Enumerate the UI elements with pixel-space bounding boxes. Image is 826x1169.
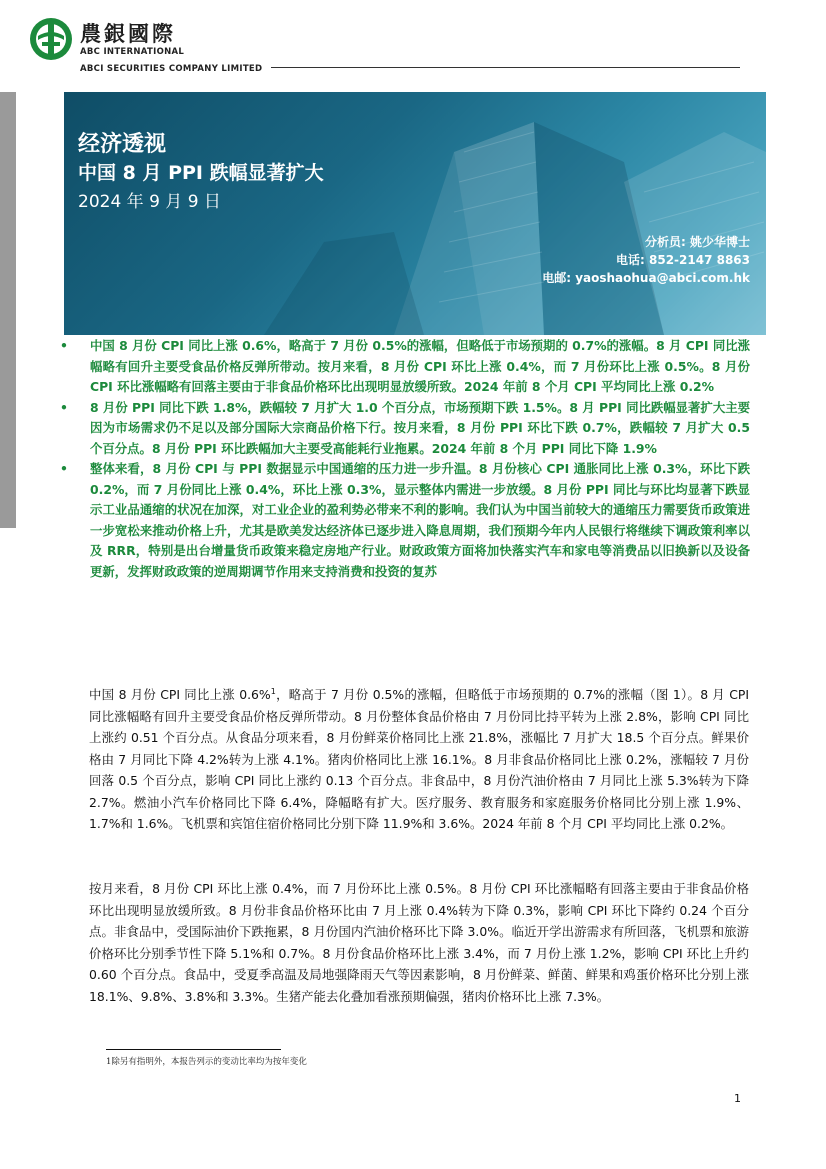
company-name-cn: 農銀國際: [80, 21, 176, 46]
body-paragraph-cpi-mom: 按月来看，8 月份 CPI 环比上涨 0.4%，而 7 月份环比上涨 0.5%。8 月份 CPI 环比涨幅略有回落主要由于非食品价格环比出现明显放缓所致。8 月份非食品价格环比由 7 月上涨 0.4%转为下降 0.3%，影响 CPI 环比下降约 0.24 个百分点。非食品中，受国际油价下跌拖累，8 月份国内汽油价格环比下降 3.0%。临近开学出游需求有所回落，飞机票和旅游价格环比分别季节性下降 5.1%和 0.7%。8 月份食品价格环比上涨 3.4%，而 7 月份上涨 1.2%，影响 CPI 环比上升约 0.60 个百分点。食品中，受夏季高温及局地强降雨天气等因素影响，8 月份鲜菜、鲜菌、鲜果和鸡蛋价格环比分别上涨 18.1%、9.8%、3.8%和 3.3%。生猪产能去化叠加看涨预期偏强，猪肉价格环比上涨 7.3%。: [89, 881, 749, 1004]
analyst-phone: 电话: 852-2147 8863: [616, 253, 750, 267]
skyscraper-background-icon: [64, 92, 766, 335]
highlight-item: • 整体来看，8 月份 CPI 与 PPI 数据显示中国通缩的压力进一步升温。8 月份核心 CPI 通胀同比上涨 0.3%，环比下跌 0.2%，而 7 月份同比上涨 0.4%，环比上涨 0.3%，显示整体内需进一步放缓。8 月份 PPI 同比与环比均显著下跌显示工业品通缩的状况在加深，对工业企业的盈利势必带来不利的影响。我们认为中国当前较大的通缩压力需要货币政策进一步宽松来推动价格上升，尤其是欧美发达经济体已逐步进入降息周期，我们预期今年内人民银行将继续下调政策利率以及 RRR，特别是出台增量货币政策来稳定房地产行业。财政政策方面将加快落实汽车和家电等消费品以旧换新以及设备更新，发挥财政政策的逆周期调节作用来支持消费和投资的复苏: [60, 459, 750, 582]
header-divider: [271, 67, 740, 68]
company-name-en-full: ABCI SECURITIES COMPANY LIMITED: [80, 64, 263, 74]
report-series-title: 经济透视: [78, 132, 167, 157]
company-name-en: ABC INTERNATIONAL: [80, 47, 185, 57]
footnote: 1除另有指明外，本报告列示的变动比率均为按年变化: [106, 1057, 307, 1067]
body-paragraph-cpi-yoy: [89, 684, 749, 835]
footnote-divider: [106, 1049, 281, 1050]
page-number: 1: [734, 1092, 741, 1105]
analyst-name: 分析员: 姚少华博士: [645, 235, 750, 249]
report-date: 2024 年 9 月 9 日: [78, 192, 221, 212]
left-accent-bar: [0, 92, 16, 528]
highlight-item: • 中国 8 月份 CPI 同比上涨 0.6%，略高于 7 月份 0.5%的涨幅，但略低于市场预期的 0.7%的涨幅。8 月 CPI 同比涨幅略有回升主要受食品价格反弹所带动。按月来看，8 月份 CPI 环比上涨 0.4%，而 7 月份环比上涨 0.5%。8 月份 CPI 环比涨幅略有回落主要由于非食品价格环比出现明显放缓所致。2024 年前 8 个月 CPI 平均同比上涨 0.2%: [60, 336, 750, 398]
abc-logo-icon: [28, 16, 74, 62]
highlight-item: • 8 月份 PPI 同比下跌 1.8%，跌幅较 7 月扩大 1.0 个百分点，市场预期下跌 1.5%。8 月 PPI 同比跌幅显著扩大主要因为市场需求仍不足以及部分国际大宗商品价格下行。按月来看，8 月份 PPI 环比下跌 0.7%，跌幅较 7 月扩大 0.5 个百分点。8 月份 PPI 环比跌幅加大主要受高能耗行业拖累。2024 年前 8 个月 PPI 同比下降 1.9%: [60, 398, 750, 460]
analyst-email[interactable]: 电邮: yaoshaohua@abci.com.hk: [542, 271, 750, 285]
report-title: 中国 8 月 PPI 跌幅显著扩大: [78, 162, 324, 184]
report-banner: [64, 92, 766, 335]
footnote-marker[interactable]: 1: [270, 686, 276, 696]
paragraph-text: ，略高于 7 月份 0.5%的涨幅，但略低于市场预期的 0.7%的涨幅（图 1）。8 月 CPI 同比涨幅略有回升主要受食品价格反弹所带动。8 月份整体食品价格由 7 月份同比持平转为上涨 2.8%，影响 CPI 同比上涨约 0.51 个百分点。从食品分项来看，8 月份鲜菜价格同比上涨 21.8%，涨幅比 7 月扩大 18.5 个百分点。鲜果价格由 7 月同比下降 4.2%转为上涨 4.1%。猪肉价格同比上涨 16.1%。8 月非食品价格同比上涨 0.2%，涨幅较 7 月份回落 0.5 个百分点，影响 CPI 同比上涨约 0.13 个百分点。非食品中，8 月份汽油价格由 7 月同比上涨 5.3%转为下降 2.7%。燃油小汽车价格同比下降 6.4%，降幅略有扩大。医疗服务、教育服务和家庭服务价格同比分别上涨 1.9%、1.7%和 1.6%。飞机票和宾馆住宿价格同比分别下降 11.9%和 3.6%。2024 年前 8 个月 CPI 平均同比上涨 0.2%。: [89, 687, 749, 831]
paragraph-text: 中国 8 月份 CPI 同比上涨 0.6%: [89, 687, 271, 702]
highlights-list: [60, 336, 750, 582]
